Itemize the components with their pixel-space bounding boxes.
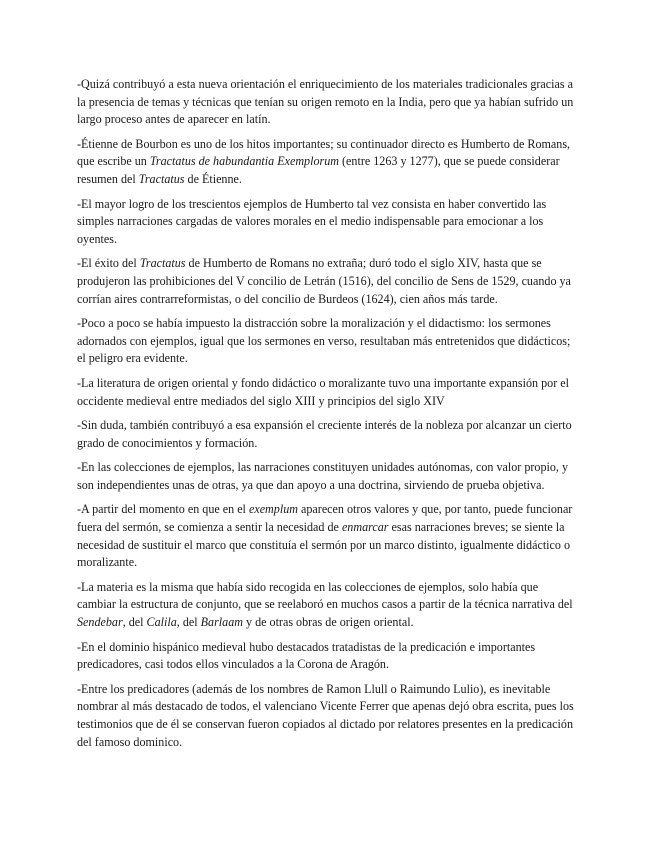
paragraph: -A partir del momento en que en el exemplum aparecen otros valores y que, por tanto, puede funcionar fuera del sermón, se comienza a sentir la necesidad de enmarcar esas narraciones breves; se siente la necesidad de sustituir el marco que constituía el sermón por un marco distinto, igualmente didáctico o moralizante. [77, 502, 573, 570]
italic-title: Tractatus [138, 171, 185, 186]
paragraph: -En el dominio hispánico medieval hubo destacados tratadistas de la predicación e importantes predicadores, casi todos ellos vinculados a la Corona de Aragón. [77, 639, 536, 672]
paragraph: -Sin duda, también contribuyó a esa expansión el creciente interés de la nobleza por alcanzar un cierto grado de conocimientos y formación. [77, 418, 572, 450]
document-page [77, 76, 577, 758]
italic-title: Tractatus de habundantia Exemplorum [149, 154, 339, 169]
paragraph: -La materia es la misma que había sido recogida en las colecciones de ejemplos, solo había que cambiar la estructura de conjunto, que se reelaboró en muchos casos a partir de la técnica narrativa del Sendebar, del Calila, del Barlaam y de otras obras de origen oriental. [77, 579, 573, 630]
paragraph: -El mayor logro de los trescientos ejemplos de Humberto tal vez consista en haber convertido las simples narraciones cargadas de valores morales en el medio indispensable para emocionar a los oyentes. [77, 196, 547, 246]
paragraph: -La literatura de origen oriental y fondo didáctico o moralizante tuvo una importante expansión por el occidente medieval entre mediados del siglo XIII y principios del siglo XIV [77, 375, 569, 408]
italic-title: Sendebar [77, 615, 123, 630]
paragraph: -El éxito del Tractatus de Humberto de Romans no extraña; duró todo el siglo XIV, hasta que se produjeron las prohibiciones del V concilio de Letrán (1516), del concilio de Sens de 1529, cuando ya corrían aires contrarreformistas, o del concilio de Burdeos (1624), cien años más tarde. [77, 256, 571, 306]
italic-title: Calila [146, 615, 177, 630]
paragraph: -Étienne de Bourbon es uno de los hitos importantes; su continuador directo es Humberto de Romans, que escribe un Tractatus de habundantia Exemplorum (entre 1263 y 1277), que se puede considerar resumen del Tractatus de Étienne. [77, 136, 571, 186]
italic-term: enmarcar [341, 520, 389, 535]
italic-term: exemplum [248, 502, 298, 517]
paragraph: -En las colecciones de ejemplos, las narraciones constituyen unidades autónomas, con valor propio, y son independientes unas de otras, ya que dan apoyo a una doctrina, sirviendo de prueba objetiva. [77, 460, 568, 492]
paragraph: -Quizá contribuyó a esta nueva orientación el enriquecimiento de los materiales tradicionales gracias a la presencia de temas y técnicas que tenían su origen remoto en la India, pero que ya habían sufrido un largo proceso antes de aparecer en latín. [77, 77, 574, 127]
paragraph: -Entre los predicadores (además de los nombres de Ramon Llull o Raimundo Lulio), es inevitable nombrar al más destacado de todos, el valenciano Vicente Ferrer que apenas dejó obra escrita, pues los testimonios que de él se conservan fueron copiados al dictado por relatores presentes en la predicación del famoso dominico. [77, 681, 574, 749]
paragraph: -Poco a poco se había impuesto la distracción sobre la moralización y el didactismo: los sermones adornados con ejemplos, igual que los sermones en verso, resultaban más entretenidos que didácticos; el peligro era evidente. [77, 316, 571, 366]
italic-title: Tractatus [139, 256, 186, 271]
italic-title: Barlaam [200, 615, 243, 630]
